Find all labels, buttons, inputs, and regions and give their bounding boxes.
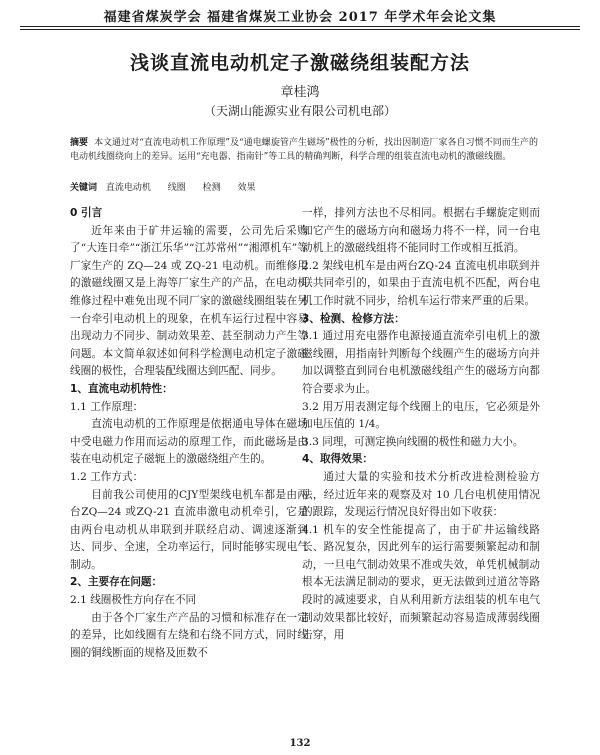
paragraph: 2.2 架线电机车是由两台ZQ-24 直流电机串联到并联共同牵引的，如果由于直流电机不匹配，两台电机工作时就不同步，给机车运行带来严重的后果。 <box>302 259 540 307</box>
keyword: 效果 <box>237 183 256 193</box>
section-heading: 0 引言 <box>70 207 103 219</box>
header-rule-thin <box>20 29 580 30</box>
abstract <box>70 136 538 164</box>
header-rule <box>20 26 580 27</box>
page-number: 132 <box>289 738 311 749</box>
paragraph: 直流电动机的工作原理是依据通电导体在磁场中受电磁力作用而运动的原理工作，而此磁场是由装在电动机定子磁轭上的激磁绕组产生的。 <box>70 418 308 466</box>
keywords-label: 关键词 <box>70 183 98 193</box>
abstract-text: 本文通过对“直流电动机工作原理”及“通电螺旋管产生磁场”极性的分析，找出因制造厂家各自习惯不同而生产的电动机线圈绕向上的差异。运用“充电器、指南针”等工具的精确判断，科学合理的组装直流电动机的激磁线圈。 <box>70 138 538 162</box>
subsection-heading: 1.2 工作方式： <box>70 470 144 483</box>
left-column <box>70 205 308 662</box>
section-heading: 2、主要存在问题： <box>70 576 163 589</box>
keyword: 线圈 <box>167 183 186 193</box>
keyword: 检测 <box>202 183 221 193</box>
paragraph: 一样，排列方法也不尽相同。根据右手螺旋定则而知它产生的磁场方向和磁场力将不一样，同一台电动机上的激磁线组将不能同时工作或相互抵消。 <box>302 207 540 255</box>
right-column <box>302 205 540 645</box>
section-heading: 3、检测、检修方法： <box>302 312 405 325</box>
paragraph: 目前我公司使用的CJY型架线电机车都是由两台ZQ—24 或ZQ-21 直流串激电动机牵引，它是由两台电动机从串联到并联经启动、调速逐渐到达、同步、全速，全功率运行，同时能够实现电气制动。 <box>70 488 308 571</box>
paragraph: 3.3 同理，可测定换向线圈的极性和磁力大小。 <box>302 435 524 448</box>
paragraph: 3.1 通过用充电器作电源接通直流牵引电机上的激磁线圈，用指南针判断每个线圈产生的磁场方向并加以调整直到同台电机激磁线组产生的磁场方向都符合要求为止。 <box>302 330 540 395</box>
subsection-heading: 2.1 线圈极性方向存在不同 <box>70 594 197 607</box>
paper-title: 浅谈直流电动机定子激磁绕组装配方法 <box>129 52 470 74</box>
paragraph: 近年来由于矿井运输的需要，公司先后采购了“大连日牵”“浙江乐华”“江苏常州”“湘潭机车”等厂家生产的 ZQ—24 或 ZQ-21 电动机。而维修用的激磁线圈又是上海等厂家生产的产品，在电动机维修过程中难免出现不同厂家的激磁线圈组装在另一台牵引电动机上的现象，在机车运行过程中容易出现动力不同步、制动效果差、甚至制动力产生等问题。本文简单叙述如何科学检测电动机定子激磁线圈的极性，合理装配线圈达到匹配、同步。 <box>70 224 308 378</box>
running-head: 福建省煤炭学会 福建省煤炭工业协会 2017 年学术年会论文集 <box>103 10 497 25</box>
keywords <box>70 180 538 193</box>
subsection-heading: 1.1 工作原理： <box>70 400 144 413</box>
keyword: 直流电动机 <box>105 183 151 193</box>
paragraph: 通过大量的实验和技术分析改进检测检验方法，经过近年来的观察及对 10 几台电机使用情况的跟踪，发现运行情况良好得出如下收获： <box>302 470 540 519</box>
section-heading: 1、直流电动机特性： <box>70 382 173 395</box>
section-heading: 4、取得效果： <box>302 453 373 466</box>
affiliation: （天湖山能源实业有限公司机电部） <box>203 104 396 118</box>
author: 章桂鸿 <box>280 85 320 100</box>
paragraph: 3.2 用万用表测定每个线圈上的电压，它必须是外加电压值的 1/4。 <box>302 400 540 431</box>
abstract-label: 摘要 <box>70 138 89 148</box>
paragraph: 由于各个厂家生产产品的习惯和标准存在一定的差异，比如线圈有左绕和右绕不同方式，同时线圈的铜线断面的规格及匝数不 <box>70 611 308 659</box>
paragraph: 4.1 机车的安全性能提高了，由于矿井运输线路长、路况复杂，因此列车的运行需要频繁起动和制动，一旦电气制动效果不准或失效，单凭机械制动根本无法满足制动的要求，更无法做到过道岔等路段时的减速要求，自从利用新方法组装的机车电气制动效果都比较好，而频繁起动容易造成薄弱线圈击穿，用 <box>302 523 540 642</box>
